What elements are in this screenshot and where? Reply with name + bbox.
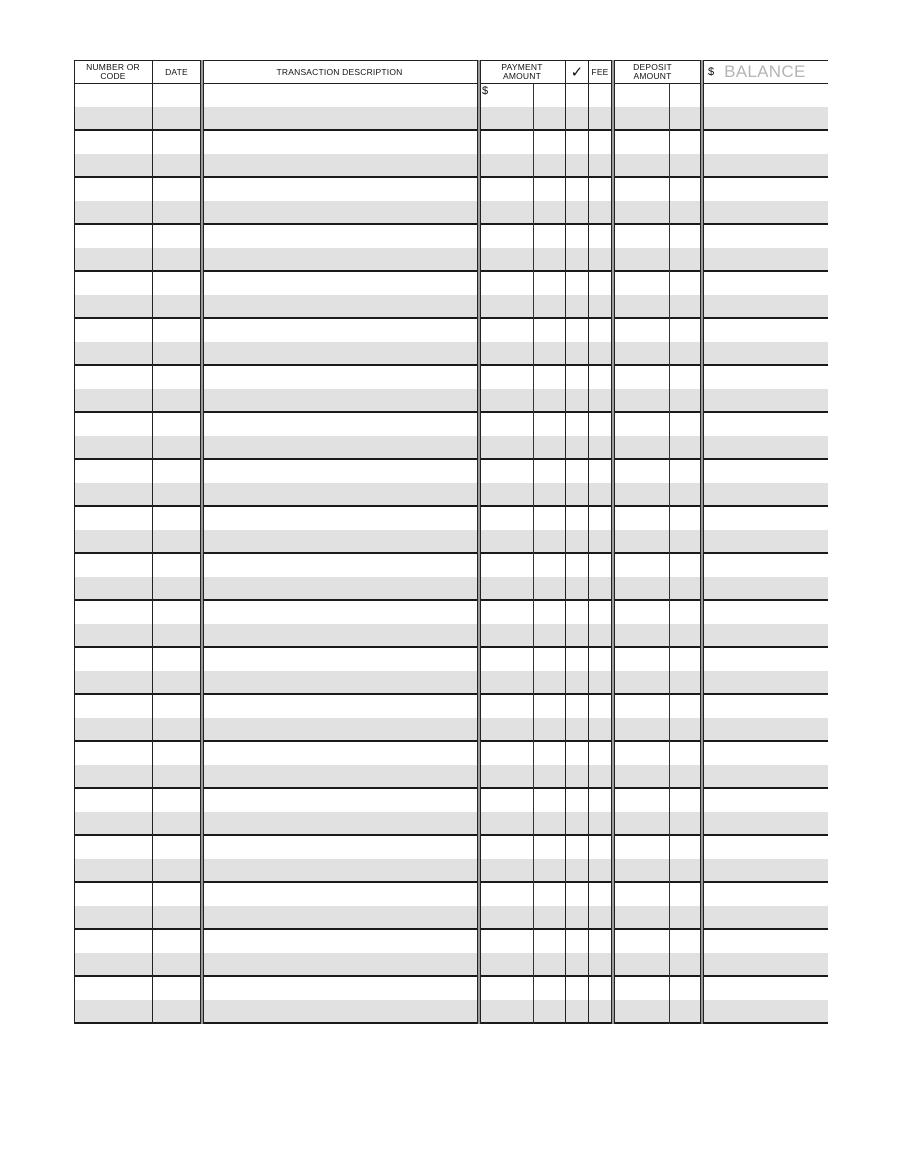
entry-line-shaded[interactable] <box>74 906 828 928</box>
header-payment-amount: PAYMENT AMOUNT <box>501 62 543 81</box>
entry-line-shaded[interactable] <box>74 483 828 505</box>
entry-line-shaded[interactable] <box>74 671 828 693</box>
column-divider <box>611 60 615 1024</box>
register-entry[interactable] <box>74 460 828 507</box>
register-entry[interactable] <box>74 930 828 977</box>
entry-line-primary[interactable] <box>74 507 828 530</box>
entry-line-primary[interactable] <box>74 84 828 107</box>
register-entry[interactable] <box>74 836 828 883</box>
entry-line-shaded[interactable] <box>74 436 828 458</box>
column-divider <box>74 60 75 1024</box>
register-entry[interactable] <box>74 366 828 413</box>
header-date: DATE <box>165 66 188 77</box>
entry-line-shaded[interactable] <box>74 248 828 270</box>
entry-line-shaded[interactable] <box>74 295 828 317</box>
entry-line-shaded[interactable] <box>74 812 828 834</box>
register-entry[interactable] <box>74 272 828 319</box>
register-entry[interactable] <box>74 648 828 695</box>
entry-line-shaded[interactable] <box>74 765 828 787</box>
register-entry[interactable] <box>74 601 828 648</box>
column-divider <box>588 60 589 1024</box>
register-entry[interactable] <box>74 789 828 836</box>
entry-line-primary[interactable] <box>74 648 828 671</box>
balance-label: BALANCE <box>724 62 806 81</box>
entry-line-primary[interactable] <box>74 554 828 577</box>
column-divider <box>700 60 704 1024</box>
header-deposit-amount: DEPOSIT AMOUNT <box>633 62 672 81</box>
entry-line-shaded[interactable] <box>74 1000 828 1022</box>
entry-line-primary[interactable] <box>74 695 828 718</box>
register-entry[interactable] <box>74 507 828 554</box>
entry-line-primary[interactable] <box>74 366 828 389</box>
entry-line-primary[interactable] <box>74 977 828 1000</box>
entry-line-primary[interactable] <box>74 225 828 248</box>
register-entry[interactable] <box>74 84 828 131</box>
entry-line-primary[interactable] <box>74 930 828 953</box>
register-entry[interactable] <box>74 413 828 460</box>
entry-line-shaded[interactable] <box>74 201 828 223</box>
entry-line-shaded[interactable] <box>74 953 828 975</box>
table-header <box>74 60 828 84</box>
entry-line-shaded[interactable] <box>74 577 828 599</box>
register-entry[interactable] <box>74 977 828 1024</box>
register-entry[interactable] <box>74 742 828 789</box>
entry-line-primary[interactable] <box>74 836 828 859</box>
entry-line-shaded[interactable] <box>74 859 828 881</box>
entry-line-primary[interactable] <box>74 883 828 906</box>
register-entry[interactable] <box>74 554 828 601</box>
register-entry[interactable] <box>74 319 828 366</box>
entry-line-primary[interactable] <box>74 413 828 436</box>
entry-line-shaded[interactable] <box>74 530 828 552</box>
entry-line-primary[interactable] <box>74 319 828 342</box>
register-entry[interactable] <box>74 131 828 178</box>
entry-line-shaded[interactable] <box>74 624 828 646</box>
column-divider <box>669 84 670 1024</box>
column-divider <box>200 60 204 1024</box>
column-divider <box>533 84 534 1024</box>
entry-line-shaded[interactable] <box>74 107 828 129</box>
column-divider <box>477 60 481 1024</box>
register-rows <box>74 84 828 1024</box>
balance-currency: $ <box>708 66 715 78</box>
entry-line-primary[interactable] <box>74 742 828 765</box>
register-entry[interactable] <box>74 883 828 930</box>
column-divider <box>152 60 153 1024</box>
entry-line-primary[interactable] <box>74 601 828 624</box>
entry-line-primary[interactable] <box>74 178 828 201</box>
header-balance <box>702 61 828 83</box>
header-transaction-description: TRANSACTION DESCRIPTION <box>276 66 403 77</box>
header-fee: FEE <box>591 66 609 77</box>
payment-currency-sign: $ <box>482 85 489 97</box>
header-number-or-code: NUMBER OR CODE <box>86 62 140 81</box>
entry-line-shaded[interactable] <box>74 154 828 176</box>
entry-line-shaded[interactable] <box>74 342 828 364</box>
entry-line-primary[interactable] <box>74 460 828 483</box>
entry-line-primary[interactable] <box>74 131 828 154</box>
column-divider <box>565 60 566 1024</box>
entry-line-shaded[interactable] <box>74 389 828 411</box>
register-entry[interactable] <box>74 178 828 225</box>
entry-line-primary[interactable] <box>74 272 828 295</box>
entry-line-primary[interactable] <box>74 789 828 812</box>
checkmark-icon: ✓ <box>570 62 584 81</box>
entry-line-shaded[interactable] <box>74 718 828 740</box>
register-entry[interactable] <box>74 695 828 742</box>
register-entry[interactable] <box>74 225 828 272</box>
